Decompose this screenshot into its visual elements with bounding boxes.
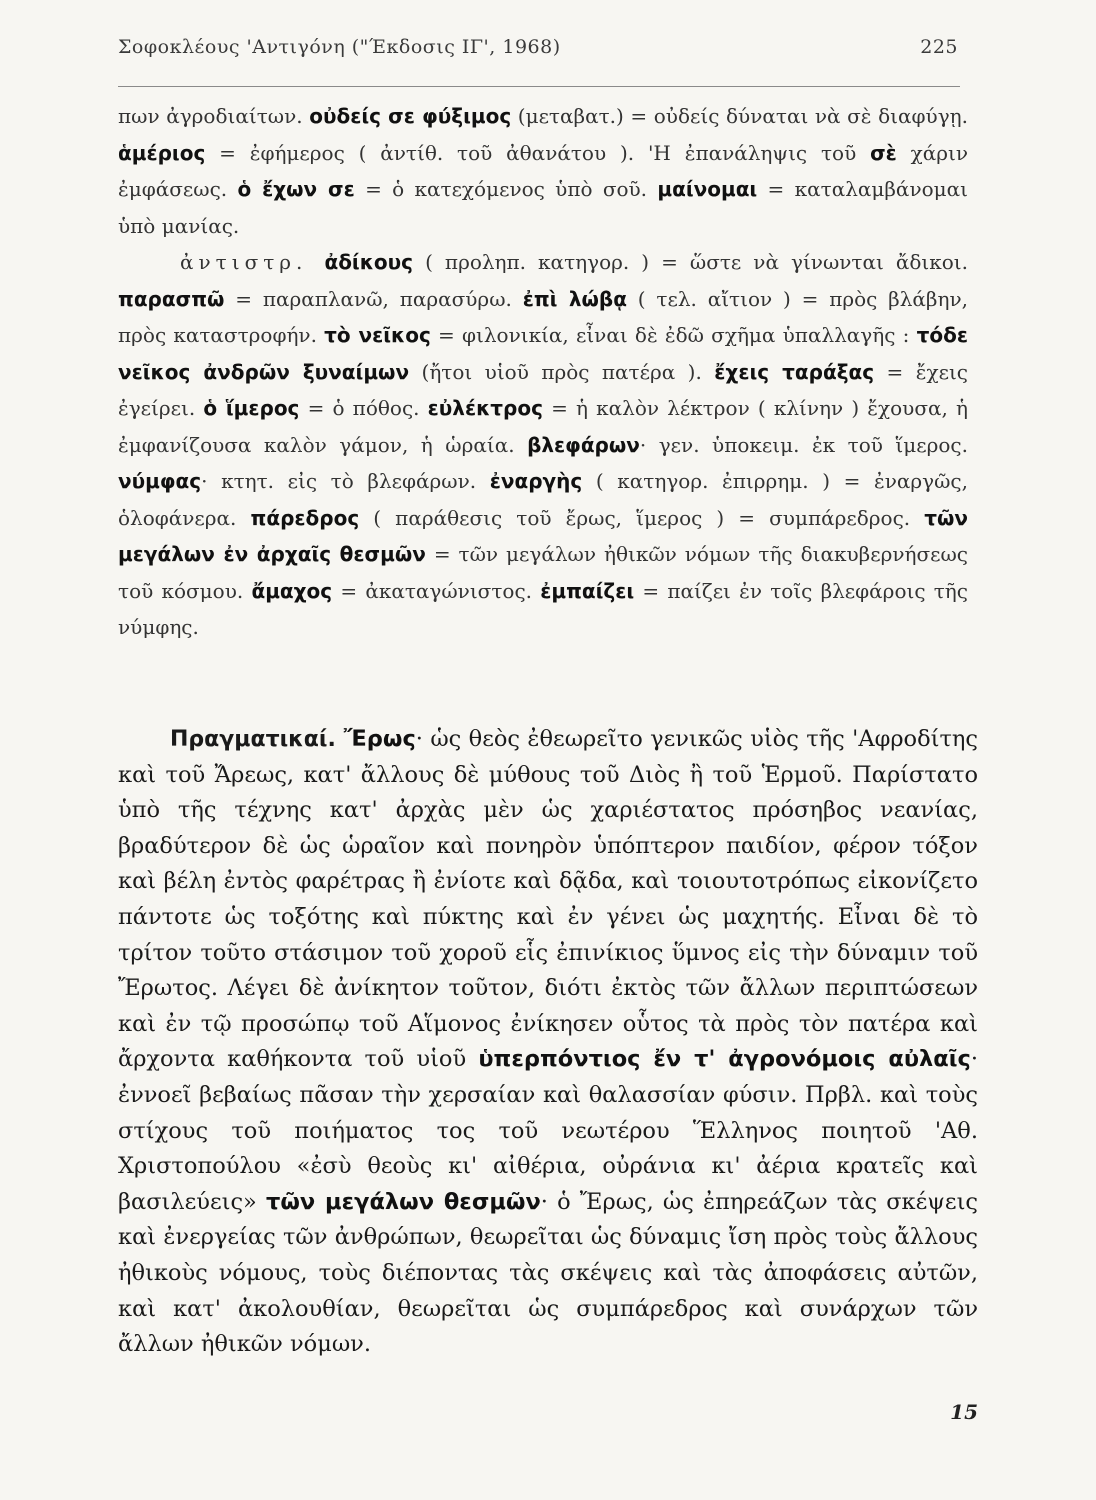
gloss-text: = καταλαμβάνομαι ὑπὸ μανίας. [118, 177, 968, 238]
header-rule [118, 86, 960, 87]
gloss-text: = ἀκαταγώνιστος. [332, 578, 541, 603]
gloss-text: = παίζει ἐν τοῖς βλεφάροις τῆς νύμφης. [118, 578, 968, 639]
lemma-term: βλεφάρων [527, 432, 640, 457]
lemma-term: εὐλέκτρος [427, 396, 543, 420]
notes-paragraph [118, 244, 968, 646]
lemma-term: ἔχεις ταράξας [714, 359, 875, 384]
gloss-text: = τῶν μεγάλων ἠθικῶν νόμων τῆς διακυβερνήσεως τοῦ κόσμου. [118, 542, 968, 603]
section-heading: Πραγματικαί. [170, 727, 344, 752]
lemma-term: παρασπῶ [118, 286, 225, 311]
lemma-term: μαίνομαι [657, 177, 758, 201]
gloss-text: = ἐφήμερος ( ἀντίθ. τοῦ ἀθανάτου ). 'Η ἐπανάληψις τοῦ [205, 140, 871, 165]
lemma-term: ἀδίκους [324, 250, 414, 274]
factual-notes-section [118, 722, 978, 1363]
lemma-term: Ἔρως [343, 726, 416, 752]
signature-folio: 15 [950, 1400, 978, 1424]
gloss-text: = παραπλανῶ, παρασύρω. [224, 286, 523, 311]
lemma-term: τὸ νεῖκος [324, 323, 431, 347]
gloss-text: (μεταβατ.) = οὐδείς δύναται νὰ σὲ διαφύγῃ. [511, 104, 968, 128]
gloss-text: · ἐννοεῖ βεβαίως πᾶσαν τὴν χερσαίαν καὶ θαλασσίαν φύσιν. Πρβλ. καὶ τοὺς στίχους τοῦ ποιήματος τος τοῦ νεωτέρου Ἕλληνος ποιητοῦ 'Αθ. Χριστοπούλου «ἐσὺ θεοὺς κι' αἰθέρια, οὐράνια κι' ἀέρια κρατεῖς καὶ βασιλεύεις» [118, 1046, 978, 1215]
notes-paragraph [118, 98, 968, 244]
gloss-text: · ὁ Ἔρως, ὡς ἐπηρεάζων τὰς σκέψεις καὶ ἐνεργείας τῶν ἀνθρώπων, θεωρεῖται ὡς δύναμις ἴση πρὸς τοὺς ἄλλους ἠθικοὺς νόμους, τοὺς διέποντας τὰς σκέψεις καὶ τὰς ἀποφάσεις αὐτῶν, καὶ κατ' ἀκολουθίαν, θεωρεῖται ὡς συμπάρεδρος καὶ συνάρχων τῶν ἄλλων ἠθικῶν νόμων. [118, 1188, 978, 1358]
strophe-label: ἀντιστρ. [180, 250, 325, 274]
gloss-text: ( προληπ. κατηγορ. ) = ὥστε νὰ γίνωνται ἄδικοι. [413, 250, 969, 274]
lemma-term: ἐμπαίζει [540, 578, 635, 603]
gloss-text: · ὡς θεὸς ἐθεωρεῖτο γενικῶς υἱὸς τῆς 'Αφροδίτης καὶ τοῦ Ἄρεως, κατ' ἄλλους δὲ μύθους τοῦ Διὸς ἢ τοῦ Ἑρμοῦ. Παρίστατο ὑπὸ τῆς τέχνης κατ' ἀρχὰς μὲν ὡς χαριέστατος πρόσηβος νεανίας, βραδύτερον δὲ ὡς ὡραῖον καὶ πονηρὸν ὑπόπτερον παιδίον, φέρον τόξον καὶ βέλη ἐντὸς φαρέτρας ἢ ἐνίοτε καὶ δᾷδα, καὶ τοιουτοτρόπως εἰκονίζετο πάντοτε ὡς τοξότης καὶ πύκτης καὶ ἐν γένει ὡς μαχητής. Εἶναι δὲ τὸ τρίτον τοῦτο στάσιμον τοῦ χοροῦ εἷς ἐπινίκιος ὕμνος εἰς τὴν δύναμιν τοῦ Ἔρωτος. Λέγει δὲ ἀνίκητον τοῦτον, διότι ἐκτὸς τῶν ἄλλων περιπτώσεων καὶ ἐν τῷ προσώπῳ τοῦ Αἵμονος ἐνίκησεν οὗτος τὰ πρὸς τὸν πατέρα καὶ ἄρχοντα καθήκοντα τοῦ υἱοῦ [118, 726, 978, 1073]
lemma-term: νύμφας [118, 469, 202, 493]
gloss-text: ( παράθεσις τοῦ ἔρως, ἵμερος ) = συμπάρεδρος. [359, 505, 925, 530]
gloss-text: = ἔχεις ἐγείρει. [118, 359, 969, 420]
lemma-term: ἄμαχος [251, 578, 333, 603]
lemma-term: ὁ ἔχων σε [237, 177, 355, 201]
lemma-term: ἐναργὴς [489, 469, 583, 493]
lemma-term: τῶν μεγάλων ἐν ἀρχαῖς θεσμῶν [118, 505, 969, 566]
lemma-term: πάρεδρος [250, 505, 360, 530]
lemma-term: ἁμέριος [118, 140, 206, 165]
lemma-term: σὲ [870, 140, 897, 165]
lemma-term: τόδε νεῖκος ἀνδρῶν ξυναίμων [118, 323, 968, 384]
gloss-text: = ἡ καλὸν λέκτρον ( κλίνην ) ἔχουσα, ἡ ἐμφανίζουσα καλὸν γάμον, ἡ ὡραία. [118, 396, 968, 457]
commentary-notes [118, 98, 968, 646]
gloss-text: ( κατηγορ. ἐπιρρημ. ) = ἐναργῶς, ὁλοφάνερα. [118, 469, 968, 530]
gloss-text: (ἤτοι υἱοῦ πρὸς πατέρα ). [409, 359, 715, 384]
lemma-term: οὐδείς σε φύξιμος [309, 104, 512, 128]
gloss-text: = ὁ πόθος. [299, 396, 428, 420]
lemma-term: ὑπερπόντιος ἔν τ' ἀγρονόμοις αὐλαῖς [478, 1046, 971, 1073]
lemma-term: ὁ ἵμερος [203, 396, 300, 420]
gloss-text: = ὁ κατεχόμενος ὑπὸ σοῦ. [354, 177, 658, 201]
gloss-text: χάριν ἐμφάσεως. [118, 140, 968, 201]
gloss-text: · γεν. ὑποκειμ. ἐκ τοῦ ἵμερος. [639, 432, 968, 457]
lemma-term: τῶν μεγάλων θεσμῶν [265, 1188, 541, 1215]
gloss-text: ( τελ. αἴτιον ) = πρὸς βλάβην, πρὸς καταστροφήν. [118, 286, 968, 347]
gloss-text: = φιλονικία, εἶναι δὲ ἐδῶ σχῆμα ὑπαλλαγῆς : [430, 323, 917, 347]
lemma-term: ἐπὶ λώβᾳ [522, 286, 627, 311]
page-number: 225 [920, 36, 958, 58]
gloss-text: πων ἀγροδιαίτων. [118, 104, 310, 128]
running-title: Σοφοκλέους 'Αντιγόνη ("Έκδοσις ΙΓ', 1968) [118, 36, 561, 58]
gloss-text: · κτητ. εἰς τὸ βλεφάρων. [201, 469, 490, 493]
running-head [118, 36, 958, 58]
factual-paragraph [118, 722, 978, 1363]
